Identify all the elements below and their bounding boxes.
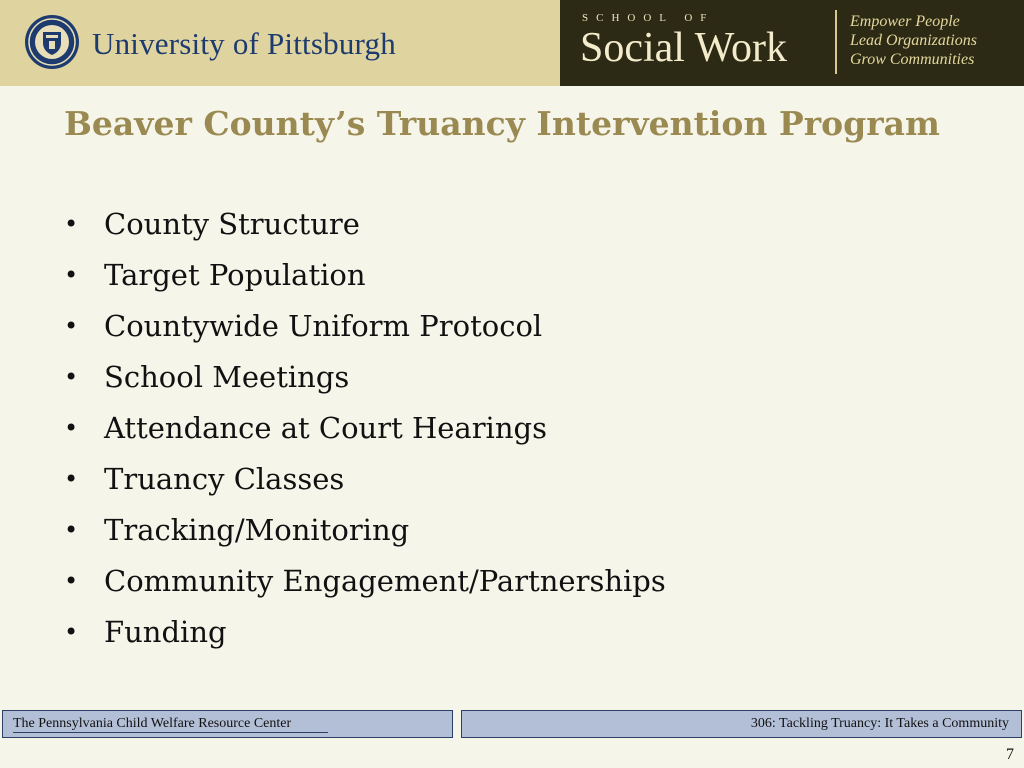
- bullet-item: [60, 504, 666, 555]
- header-left-band: [0, 0, 560, 86]
- page-number: 7: [1006, 746, 1014, 763]
- bullet-list: [60, 198, 666, 657]
- bullet-item: [60, 351, 666, 402]
- header-right-band: [560, 0, 1024, 86]
- bullet-text: County Structure: [104, 206, 360, 241]
- bullet-text: Tracking/Monitoring: [104, 512, 410, 547]
- bullet-text: Countywide Uniform Protocol: [104, 308, 543, 343]
- bullet-text: Funding: [104, 614, 227, 649]
- bullet-item: [60, 198, 666, 249]
- bullet-glyph: •: [64, 515, 79, 544]
- tagline: [850, 12, 977, 69]
- bullet-item: [60, 555, 666, 606]
- footer-left-text: The Pennsylvania Child Welfare Resource Center: [13, 716, 292, 731]
- footer-right-text: 306: Tackling Truancy: It Takes a Community: [750, 716, 1009, 731]
- bullet-text: Attendance at Court Hearings: [104, 410, 547, 445]
- bullet-text: Target Population: [104, 257, 366, 292]
- bullet-text: School Meetings: [104, 359, 350, 394]
- header-divider: [835, 10, 837, 74]
- bullet-glyph: •: [64, 464, 79, 493]
- bullet-glyph: •: [64, 209, 79, 238]
- bullet-text: Community Engagement/Partnerships: [104, 563, 666, 598]
- footer-left: [2, 710, 453, 738]
- bullet-glyph: •: [64, 617, 79, 646]
- bullet-text: Truancy Classes: [104, 461, 345, 496]
- footer-underline: [13, 732, 328, 733]
- bullet-glyph: •: [64, 413, 79, 442]
- bullet-item: [60, 453, 666, 504]
- university-seal-icon: [24, 14, 80, 70]
- bullet-glyph: •: [64, 260, 79, 289]
- bullet-item: [60, 249, 666, 300]
- bullet-item: [60, 300, 666, 351]
- school-of-label: SCHOOL OF: [582, 12, 715, 24]
- footer-right: [461, 710, 1022, 738]
- slide-title: Beaver County’s Truancy Intervention Program: [64, 104, 940, 143]
- tagline-line: Empower People: [850, 13, 960, 30]
- tagline-line: Lead Organizations: [850, 32, 977, 49]
- bullet-glyph: •: [64, 566, 79, 595]
- bullet-glyph: •: [64, 311, 79, 340]
- bullet-item: [60, 402, 666, 453]
- bullet-item: [60, 606, 666, 657]
- university-name: University of Pittsburgh: [92, 26, 396, 61]
- bullet-glyph: •: [64, 362, 79, 391]
- social-work-label: Social Work: [580, 25, 787, 71]
- tagline-line: Grow Communities: [850, 51, 975, 68]
